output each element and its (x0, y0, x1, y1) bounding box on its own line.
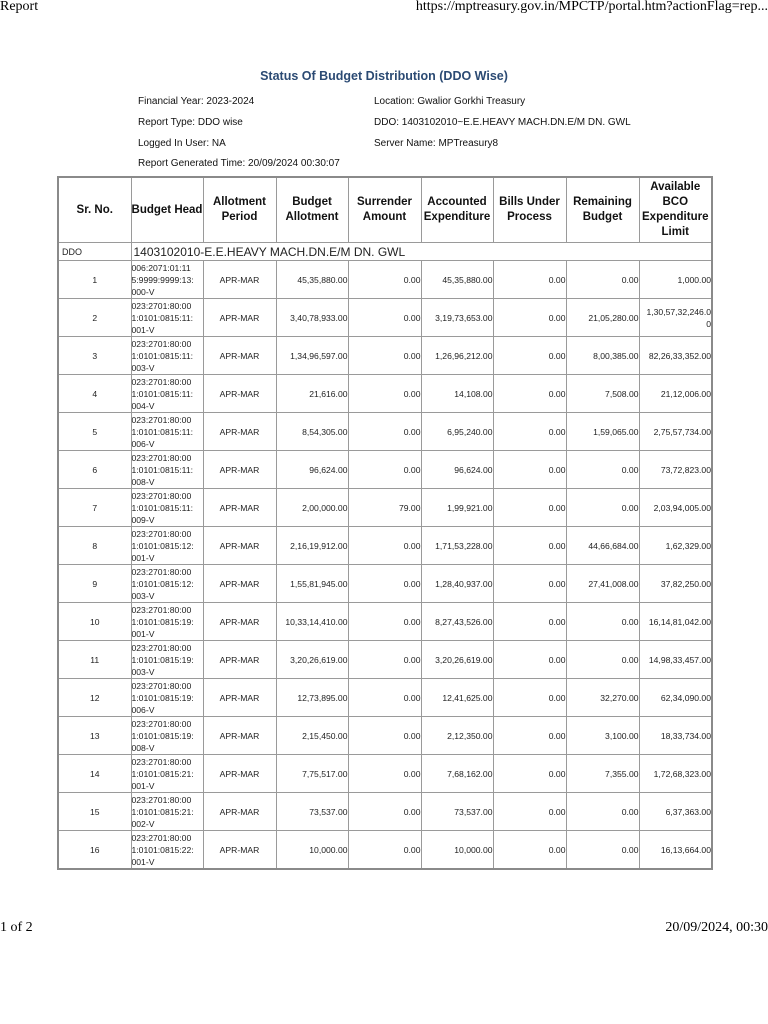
cell-remaining-budget: 0.00 (566, 261, 639, 299)
cell-surrender-amount: 0.00 (348, 299, 421, 337)
cell-bills-under-process: 0.00 (493, 375, 566, 413)
cell-budget-head: 023:2701:80:00 1:0101:0815:11: 003-V (131, 337, 203, 375)
col-header-accounted-expenditure: Accounted Expenditure (421, 177, 493, 243)
cell-available-bco-limit: 73,72,823.00 (639, 451, 712, 489)
cell-accounted-expenditure: 3,20,26,619.00 (421, 641, 493, 679)
table-row (58, 565, 712, 603)
cell-budget-head: 023:2701:80:00 1:0101:0815:19: 006-V (131, 679, 203, 717)
cell-budget-head: 023:2701:80:00 1:0101:0815:11: 004-V (131, 375, 203, 413)
cell-allotment-period: APR-MAR (203, 489, 276, 527)
server-name: Server Name: MPTreasury8 (374, 138, 499, 149)
cell-allotment-period: APR-MAR (203, 641, 276, 679)
cell-sr-no: 1 (58, 261, 131, 299)
cell-budget-head: 023:2701:80:00 1:0101:0815:21: 001-V (131, 755, 203, 793)
cell-accounted-expenditure: 1,71,53,228.00 (421, 527, 493, 565)
cell-sr-no: 7 (58, 489, 131, 527)
cell-sr-no: 14 (58, 755, 131, 793)
cell-accounted-expenditure: 2,12,350.00 (421, 717, 493, 755)
location: Location: Gwalior Gorkhi Treasury (374, 96, 526, 107)
cell-accounted-expenditure: 6,95,240.00 (421, 413, 493, 451)
cell-available-bco-limit: 1,30,57,32,246.0 0 (639, 299, 712, 337)
col-header-budget-allotment: Budget Allotment (276, 177, 348, 243)
cell-sr-no: 5 (58, 413, 131, 451)
report-title: Status Of Budget Distribution (DDO Wise) (260, 69, 508, 83)
cell-sr-no: 2 (58, 299, 131, 337)
cell-budget-allotment: 2,15,450.00 (276, 717, 348, 755)
cell-budget-head: 023:2701:80:00 1:0101:0815:12: 001-V (131, 527, 203, 565)
cell-sr-no: 3 (58, 337, 131, 375)
col-header-surrender-amount: Surrender Amount (348, 177, 421, 243)
col-header-sr-no: Sr. No. (58, 177, 131, 243)
table-row (58, 299, 712, 337)
table-row (58, 755, 712, 793)
cell-surrender-amount: 0.00 (348, 831, 421, 870)
cell-surrender-amount: 0.00 (348, 641, 421, 679)
table-row (58, 337, 712, 375)
cell-accounted-expenditure: 96,624.00 (421, 451, 493, 489)
cell-budget-allotment: 2,00,000.00 (276, 489, 348, 527)
cell-sr-no: 12 (58, 679, 131, 717)
cell-available-bco-limit: 1,72,68,323.00 (639, 755, 712, 793)
cell-remaining-budget: 44,66,684.00 (566, 527, 639, 565)
cell-allotment-period: APR-MAR (203, 527, 276, 565)
cell-remaining-budget: 0.00 (566, 603, 639, 641)
cell-remaining-budget: 8,00,385.00 (566, 337, 639, 375)
cell-budget-allotment: 1,55,81,945.00 (276, 565, 348, 603)
cell-bills-under-process: 0.00 (493, 793, 566, 831)
cell-allotment-period: APR-MAR (203, 413, 276, 451)
table-row (58, 717, 712, 755)
cell-budget-allotment: 12,73,895.00 (276, 679, 348, 717)
cell-bills-under-process: 0.00 (493, 565, 566, 603)
cell-budget-head: 023:2701:80:00 1:0101:0815:11: 008-V (131, 451, 203, 489)
cell-bills-under-process: 0.00 (493, 717, 566, 755)
ddo-name: 1403102010-E.E.HEAVY MACH.DN.E/M DN. GWL (131, 243, 712, 261)
cell-accounted-expenditure: 10,000.00 (421, 831, 493, 870)
cell-budget-allotment: 7,75,517.00 (276, 755, 348, 793)
print-header-title: Report (0, 0, 39, 14)
page-number: 1 of 2 (0, 920, 33, 935)
cell-allotment-period: APR-MAR (203, 565, 276, 603)
cell-budget-allotment: 1,34,96,597.00 (276, 337, 348, 375)
cell-bills-under-process: 0.00 (493, 527, 566, 565)
cell-allotment-period: APR-MAR (203, 299, 276, 337)
cell-accounted-expenditure: 7,68,162.00 (421, 755, 493, 793)
cell-accounted-expenditure: 14,108.00 (421, 375, 493, 413)
cell-sr-no: 6 (58, 451, 131, 489)
table-row (58, 451, 712, 489)
table-row (58, 679, 712, 717)
cell-surrender-amount: 0.00 (348, 375, 421, 413)
cell-accounted-expenditure: 45,35,880.00 (421, 261, 493, 299)
cell-remaining-budget: 0.00 (566, 489, 639, 527)
cell-remaining-budget: 0.00 (566, 451, 639, 489)
cell-surrender-amount: 0.00 (348, 337, 421, 375)
cell-allotment-period: APR-MAR (203, 717, 276, 755)
cell-budget-allotment: 10,33,14,410.00 (276, 603, 348, 641)
cell-surrender-amount: 79.00 (348, 489, 421, 527)
cell-surrender-amount: 0.00 (348, 413, 421, 451)
cell-sr-no: 4 (58, 375, 131, 413)
generated-time: Report Generated Time: 20/09/2024 00:30:07 (138, 158, 340, 169)
cell-remaining-budget: 21,05,280.00 (566, 299, 639, 337)
cell-allotment-period: APR-MAR (203, 261, 276, 299)
cell-budget-head: 023:2701:80:00 1:0101:0815:21: 002-V (131, 793, 203, 831)
table-row (58, 793, 712, 831)
cell-allotment-period: APR-MAR (203, 603, 276, 641)
cell-budget-head: 006:2071:01:11 5:9999:9999:13: 000-V (131, 261, 203, 299)
cell-accounted-expenditure: 73,537.00 (421, 793, 493, 831)
cell-bills-under-process: 0.00 (493, 641, 566, 679)
cell-surrender-amount: 0.00 (348, 755, 421, 793)
cell-allotment-period: APR-MAR (203, 679, 276, 717)
cell-bills-under-process: 0.00 (493, 413, 566, 451)
financial-year: Financial Year: 2023-2024 (138, 96, 255, 107)
cell-budget-head: 023:2701:80:00 1:0101:0815:22: 001-V (131, 831, 203, 870)
cell-remaining-budget: 32,270.00 (566, 679, 639, 717)
print-datetime: 20/09/2024, 00:30 (665, 920, 768, 935)
budget-distribution-table (57, 176, 713, 870)
cell-budget-head: 023:2701:80:00 1:0101:0815:19: 008-V (131, 717, 203, 755)
cell-surrender-amount: 0.00 (348, 565, 421, 603)
cell-budget-allotment: 96,624.00 (276, 451, 348, 489)
cell-bills-under-process: 0.00 (493, 261, 566, 299)
cell-surrender-amount: 0.00 (348, 451, 421, 489)
cell-budget-head: 023:2701:80:00 1:0101:0815:19: 001-V (131, 603, 203, 641)
cell-surrender-amount: 0.00 (348, 527, 421, 565)
cell-sr-no: 13 (58, 717, 131, 755)
cell-budget-allotment: 3,40,78,933.00 (276, 299, 348, 337)
cell-remaining-budget: 7,508.00 (566, 375, 639, 413)
table-row (58, 375, 712, 413)
header-row (58, 177, 712, 243)
cell-available-bco-limit: 1,000.00 (639, 261, 712, 299)
col-header-allotment-period: Allotment Period (203, 177, 276, 243)
table-row (58, 603, 712, 641)
cell-budget-head: 023:2701:80:00 1:0101:0815:11: 001-V (131, 299, 203, 337)
cell-available-bco-limit: 62,34,090.00 (639, 679, 712, 717)
cell-bills-under-process: 0.00 (493, 831, 566, 870)
ddo-row (58, 243, 712, 261)
cell-budget-allotment: 21,616.00 (276, 375, 348, 413)
cell-remaining-budget: 1,59,065.00 (566, 413, 639, 451)
cell-bills-under-process: 0.00 (493, 299, 566, 337)
table-row (58, 641, 712, 679)
cell-surrender-amount: 0.00 (348, 717, 421, 755)
cell-budget-head: 023:2701:80:00 1:0101:0815:12: 003-V (131, 565, 203, 603)
cell-budget-head: 023:2701:80:00 1:0101:0815:11: 006-V (131, 413, 203, 451)
cell-allotment-period: APR-MAR (203, 337, 276, 375)
cell-budget-allotment: 45,35,880.00 (276, 261, 348, 299)
col-header-remaining-budget: Remaining Budget (566, 177, 639, 243)
col-header-available-bco-limit: Available BCO Expenditure Limit (639, 177, 712, 243)
cell-accounted-expenditure: 8,27,43,526.00 (421, 603, 493, 641)
cell-sr-no: 8 (58, 527, 131, 565)
cell-available-bco-limit: 2,03,94,005.00 (639, 489, 712, 527)
cell-remaining-budget: 0.00 (566, 793, 639, 831)
cell-available-bco-limit: 82,26,33,352.00 (639, 337, 712, 375)
report-type: Report Type: DDO wise (138, 117, 243, 128)
table-row (58, 527, 712, 565)
cell-sr-no: 9 (58, 565, 131, 603)
cell-surrender-amount: 0.00 (348, 261, 421, 299)
cell-available-bco-limit: 16,14,81,042.00 (639, 603, 712, 641)
cell-accounted-expenditure: 1,26,96,212.00 (421, 337, 493, 375)
table-row (58, 831, 712, 870)
cell-budget-allotment: 3,20,26,619.00 (276, 641, 348, 679)
ddo-info: DDO: 1403102010~E.E.HEAVY MACH.DN.E/M DN. GWL (374, 117, 631, 128)
cell-sr-no: 11 (58, 641, 131, 679)
cell-bills-under-process: 0.00 (493, 679, 566, 717)
cell-bills-under-process: 0.00 (493, 337, 566, 375)
cell-remaining-budget: 3,100.00 (566, 717, 639, 755)
ddo-label: DDO (58, 243, 131, 261)
cell-accounted-expenditure: 12,41,625.00 (421, 679, 493, 717)
cell-surrender-amount: 0.00 (348, 793, 421, 831)
cell-allotment-period: APR-MAR (203, 451, 276, 489)
table-row (58, 261, 712, 299)
cell-remaining-budget: 0.00 (566, 831, 639, 870)
cell-accounted-expenditure: 1,99,921.00 (421, 489, 493, 527)
cell-bills-under-process: 0.00 (493, 603, 566, 641)
cell-surrender-amount: 0.00 (348, 603, 421, 641)
cell-budget-allotment: 8,54,305.00 (276, 413, 348, 451)
cell-budget-head: 023:2701:80:00 1:0101:0815:19: 003-V (131, 641, 203, 679)
cell-remaining-budget: 27,41,008.00 (566, 565, 639, 603)
cell-available-bco-limit: 18,33,734.00 (639, 717, 712, 755)
cell-accounted-expenditure: 3,19,73,653.00 (421, 299, 493, 337)
col-header-budget-head: Budget Head (131, 177, 203, 243)
cell-surrender-amount: 0.00 (348, 679, 421, 717)
cell-available-bco-limit: 2,75,57,734.00 (639, 413, 712, 451)
cell-available-bco-limit: 6,37,363.00 (639, 793, 712, 831)
cell-remaining-budget: 0.00 (566, 641, 639, 679)
table-row (58, 413, 712, 451)
cell-allotment-period: APR-MAR (203, 793, 276, 831)
cell-budget-allotment: 2,16,19,912.00 (276, 527, 348, 565)
cell-budget-allotment: 73,537.00 (276, 793, 348, 831)
col-header-bills-under-process: Bills Under Process (493, 177, 566, 243)
cell-bills-under-process: 0.00 (493, 755, 566, 793)
print-header-url: https://mptreasury.gov.in/MPCTP/portal.htm?actionFlag=rep... (415, 0, 768, 14)
cell-sr-no: 16 (58, 831, 131, 870)
cell-budget-allotment: 10,000.00 (276, 831, 348, 870)
cell-available-bco-limit: 21,12,006.00 (639, 375, 712, 413)
cell-bills-under-process: 0.00 (493, 489, 566, 527)
cell-available-bco-limit: 16,13,664.00 (639, 831, 712, 870)
cell-allotment-period: APR-MAR (203, 375, 276, 413)
cell-remaining-budget: 7,355.00 (566, 755, 639, 793)
cell-available-bco-limit: 1,62,329.00 (639, 527, 712, 565)
cell-allotment-period: APR-MAR (203, 755, 276, 793)
logged-in-user: Logged In User: NA (138, 138, 226, 149)
cell-allotment-period: APR-MAR (203, 831, 276, 870)
table-row (58, 489, 712, 527)
cell-sr-no: 15 (58, 793, 131, 831)
cell-sr-no: 10 (58, 603, 131, 641)
cell-budget-head: 023:2701:80:00 1:0101:0815:11: 009-V (131, 489, 203, 527)
cell-accounted-expenditure: 1,28,40,937.00 (421, 565, 493, 603)
cell-available-bco-limit: 14,98,33,457.00 (639, 641, 712, 679)
cell-bills-under-process: 0.00 (493, 451, 566, 489)
cell-available-bco-limit: 37,82,250.00 (639, 565, 712, 603)
